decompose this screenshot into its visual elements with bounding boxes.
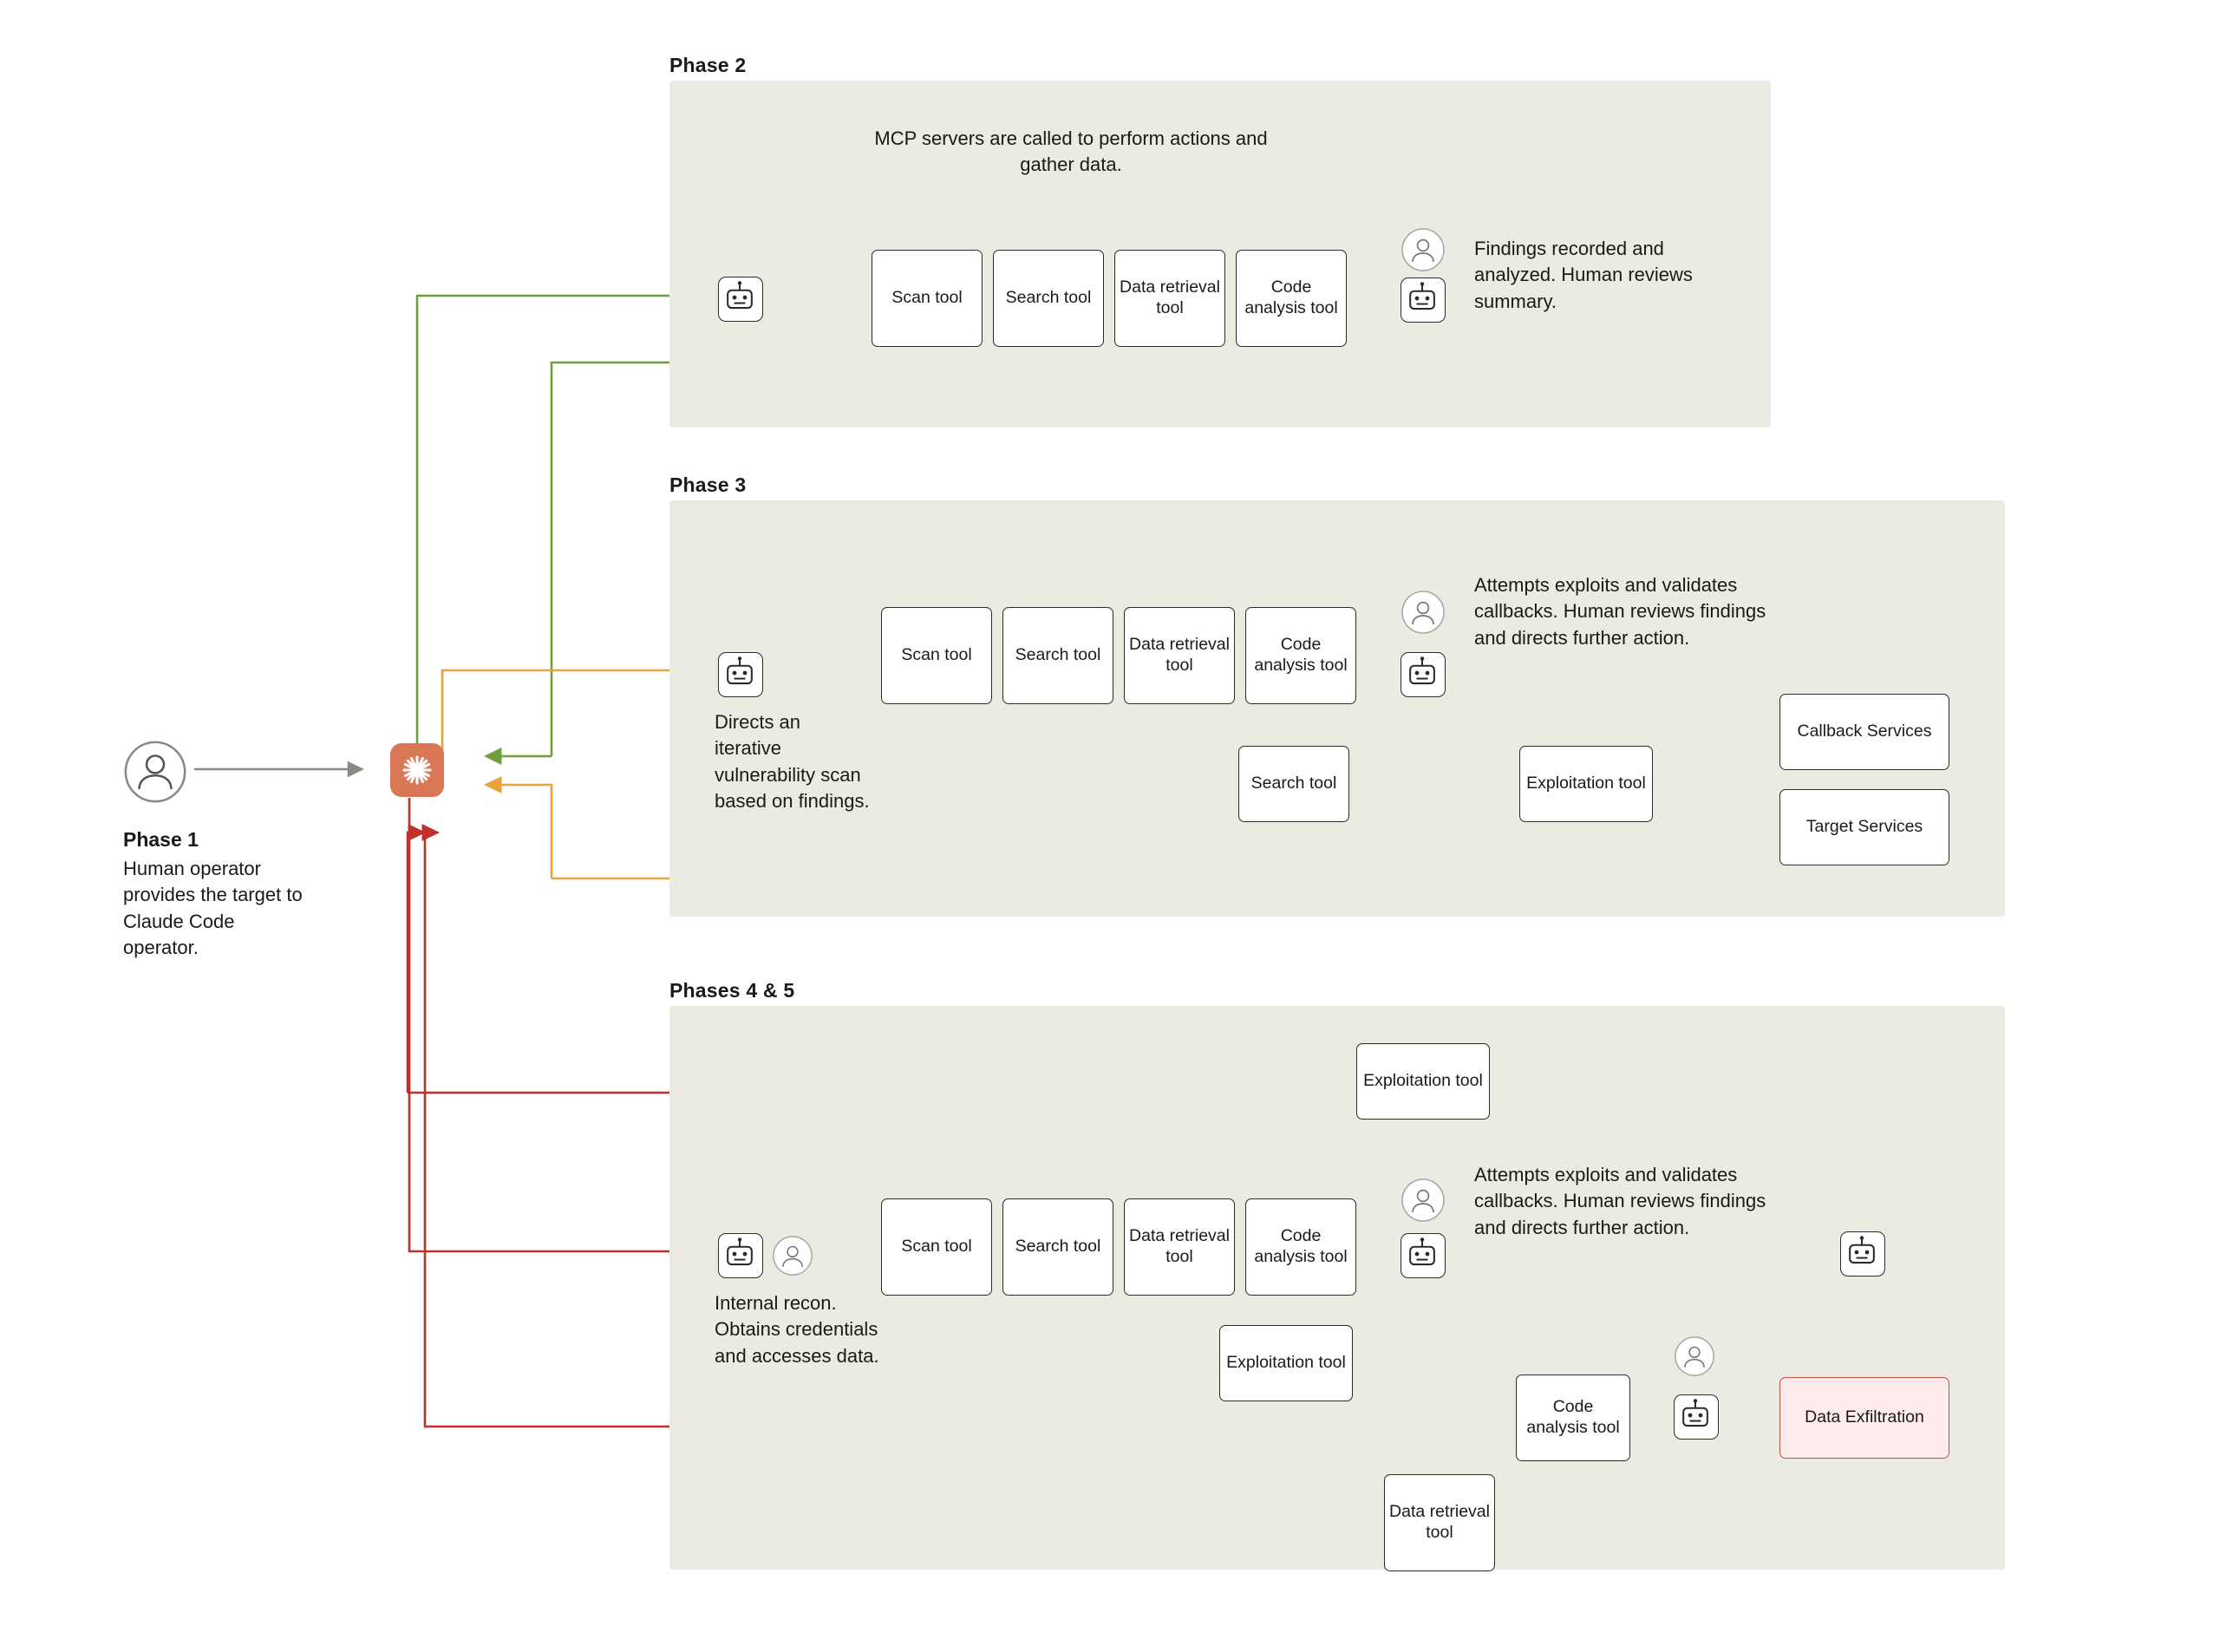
phase45-agent-human-icon bbox=[772, 1235, 817, 1280]
phase2-human-icon bbox=[1401, 227, 1446, 272]
phase45-tool-data-retrieval[interactable]: Data retrieval tool bbox=[1124, 1198, 1235, 1296]
phase3-target-target-services[interactable]: Target Services bbox=[1779, 789, 1949, 865]
phase2-caption: MCP servers are called to perform actions and gather data. bbox=[874, 127, 1268, 176]
phase2-tool-search[interactable]: Search tool bbox=[993, 250, 1104, 347]
phase45-result-note: Attempts exploits and validates callbacks. Human reviews findings and directs further action. bbox=[1474, 1164, 1766, 1238]
phase45-human-icon bbox=[1401, 1178, 1446, 1223]
phase45-mid-exploitation-tool[interactable]: Exploitation tool bbox=[1219, 1325, 1353, 1401]
phase2-result-note: Findings recorded and analyzed. Human reviews summary. bbox=[1474, 238, 1693, 312]
phase45-label: Phases 4 & 5 bbox=[669, 979, 795, 1002]
phase45-exfil-human-icon bbox=[1674, 1335, 1719, 1381]
phase45-tool-search[interactable]: Search tool bbox=[1002, 1198, 1113, 1296]
phase3-agent-icon bbox=[718, 652, 763, 697]
phase3-result-bot-icon bbox=[1401, 652, 1446, 697]
phase45-tool-scan[interactable]: Scan tool bbox=[881, 1198, 992, 1296]
claude-logo-icon bbox=[390, 743, 444, 797]
phase2-tool-code-analysis[interactable]: Code analysis tool bbox=[1236, 250, 1347, 347]
phase3-secondary-tool-search[interactable]: Search tool bbox=[1238, 746, 1349, 822]
phase3-result-note: Attempts exploits and validates callbacks. Human reviews findings and directs further action. bbox=[1474, 574, 1766, 649]
phase2-tool-scan[interactable]: Scan tool bbox=[872, 250, 983, 347]
phase3-tool-scan[interactable]: Scan tool bbox=[881, 607, 992, 704]
phase45-exfil-bot-icon bbox=[1674, 1394, 1719, 1440]
phase45-tool-code-analysis[interactable]: Code analysis tool bbox=[1245, 1198, 1356, 1296]
phase1-description: Human operator provides the target to Claude Code operator. bbox=[123, 858, 303, 959]
phase45-result-bot-icon bbox=[1401, 1233, 1446, 1278]
phase3-tool-data-retrieval[interactable]: Data retrieval tool bbox=[1124, 607, 1235, 704]
phase3-tool-code-analysis[interactable]: Code analysis tool bbox=[1245, 607, 1356, 704]
phase3-secondary-tool-exploitation[interactable]: Exploitation tool bbox=[1519, 746, 1653, 822]
phase1-operator-icon bbox=[123, 740, 187, 804]
phase1-title: Phase 1 bbox=[123, 828, 199, 851]
phase3-label: Phase 3 bbox=[669, 473, 747, 496]
phase2-label: Phase 2 bbox=[669, 54, 747, 76]
phase45-data-exfiltration[interactable]: Data Exfiltration bbox=[1779, 1377, 1949, 1459]
phase45-agent-note: Internal recon. Obtains credentials and accesses data. bbox=[715, 1292, 879, 1367]
phase45-callback-bot-icon bbox=[1840, 1231, 1885, 1277]
phase45-tool-data-retrieval-2[interactable]: Data retrieval tool bbox=[1384, 1474, 1495, 1571]
phase2-summary-bot-icon bbox=[1401, 278, 1446, 323]
phase2-agent-icon bbox=[718, 277, 763, 322]
phase3-human-icon bbox=[1401, 590, 1446, 635]
phase3-target-callback-services[interactable]: Callback Services bbox=[1779, 694, 1949, 770]
phase45-top-exploitation-tool[interactable]: Exploitation tool bbox=[1356, 1043, 1490, 1120]
phase2-tool-data-retrieval[interactable]: Data retrieval tool bbox=[1114, 250, 1225, 347]
phase45-agent-icon bbox=[718, 1233, 763, 1278]
phase3-agent-note: Directs an iterative vulnerability scan based on findings. bbox=[715, 711, 870, 813]
phase3-tool-search[interactable]: Search tool bbox=[1002, 607, 1113, 704]
phase45-tool-code-analysis-2[interactable]: Code analysis tool bbox=[1516, 1374, 1630, 1461]
